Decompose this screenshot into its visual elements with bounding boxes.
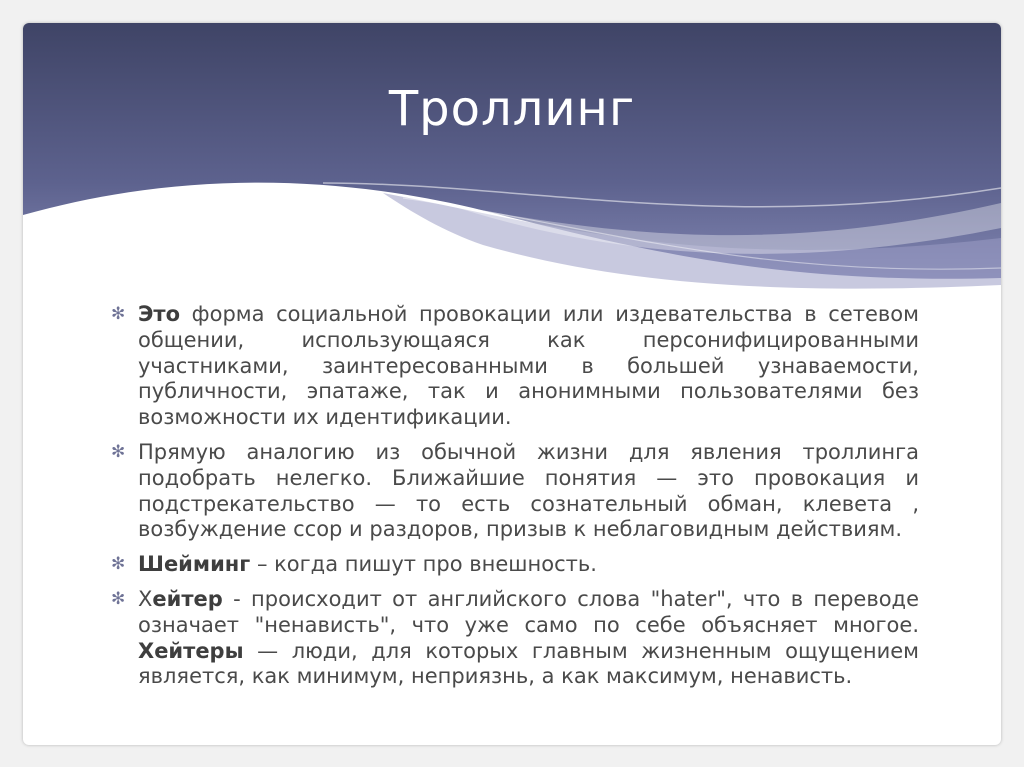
list-item xyxy=(111,552,919,578)
term: ейтер xyxy=(152,586,223,611)
asterisk-bullet-icon: ✻ xyxy=(111,554,126,575)
list-item-text: Прямую аналогию из обычной жизни для явления троллинга подобрать нелегко. Ближайшие понятия — это провокация и подстрекательство — то есть сознательный обман, клевета , возбуждение ссор и раздоров, призыв к неблаговидным действиям. xyxy=(138,439,919,542)
term: Хейтеры xyxy=(138,638,244,663)
slide-title: Троллинг xyxy=(388,81,636,137)
term: Это xyxy=(138,302,181,326)
list-item xyxy=(111,302,919,431)
list-item xyxy=(111,440,919,543)
header-background xyxy=(23,23,1001,313)
list-item-text: – когда пишут про внешность. xyxy=(250,552,597,577)
term-prefix: Х xyxy=(138,586,153,611)
asterisk-bullet-icon: ✻ xyxy=(111,588,126,609)
list-item-text: форма социальной провокации или издевательства в сетевом общении, использующаяся как персонифицированными участниками, заинтересованными в большей узнаваемости, публичности, эпатаже, так и анонимными пользователями без возможности их идентификации. xyxy=(138,302,919,430)
term: Шейминг xyxy=(138,552,251,577)
asterisk-bullet-icon: ✻ xyxy=(111,441,126,462)
list-item-text: — люди, для которых главным жизненным ощущением является, как минимум, неприязнь, а как максимум, ненависть. xyxy=(138,638,919,689)
asterisk-bullet-icon: ✻ xyxy=(111,304,126,324)
bullet-list xyxy=(111,302,919,699)
slide xyxy=(23,23,1001,745)
list-item-text: - происходит от английского слова "hater", что в переводе означает "ненависть", что уже само по себе объясняет многое. xyxy=(138,586,919,637)
list-item xyxy=(111,587,919,690)
